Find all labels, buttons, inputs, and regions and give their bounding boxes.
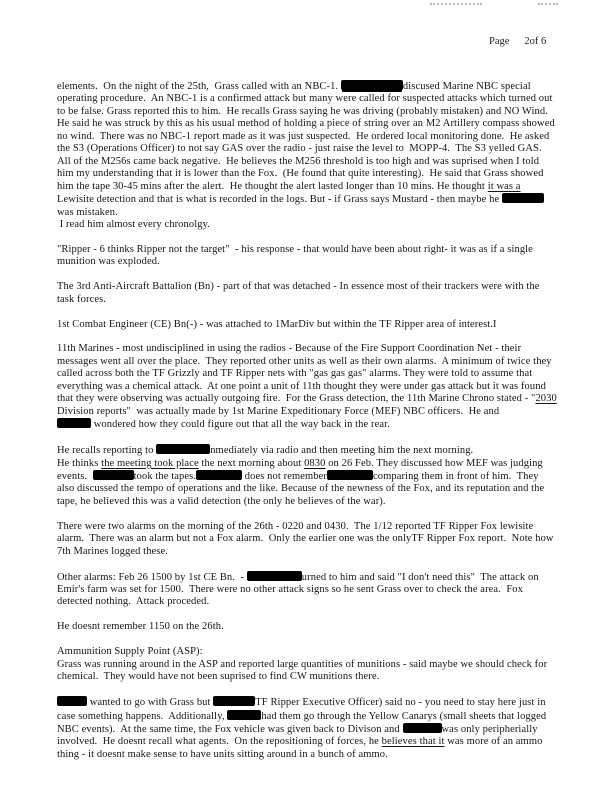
text-run: discused Marine NBC special operating procedure. An NBC-1 is a confirmed attack but many were called for suspected attacks which turned out to be false. Grass reported this to him. He recalls Grass saying he was driving (probably mistaken) and NO Wind. He said he was struck by this as his usual method of holding a piece of string over an M2 Artillery compass showed no wind. There was no NBC-1 report made as it was just suspected. He ordered local monitoring done. He asked the S3 (Operations Officer) to not say GAS over the radio - just raise the level to MOPP-4. The S3 yelled GAS. All of the M256s came back negative. He believes the M256 threshold is too high and was suprised when I told him my understanding that it is lower than the Fox. (He found that quite interesting). He said that Grass showed him the tape 30-45 mins after the alert. He thought the alert lasted longer than 10 mins. He thought	[57, 81, 558, 192]
text-run: "Ripper - 6 thinks Ripper not the target" - his response - that would have been about right- it was as if a single munition was exploded.	[57, 243, 536, 268]
underlined-text: believes that it	[381, 736, 445, 748]
text-run: He doesnt remember 1150 on the 26th.	[57, 621, 224, 633]
text-run: nmediately via radio and then meeting him the next morning.	[210, 445, 474, 457]
text-run: Ammunition Supply Point (ASP):	[57, 646, 203, 658]
text-run: TF Ripper Executive Officer) said no - you need to stay here just in case something happens. Additionally,	[57, 697, 549, 722]
underlined-text: the meeting took place	[101, 457, 199, 469]
text-run: He thinks	[57, 457, 102, 469]
text-run: comparing them in front of him. They also discussed the tempo of operations and the like. Because of the newness of the Fox, and its reputation and the tape, he believed this was a valid detection (the only he believes of the war).	[57, 470, 548, 507]
scan-artifact	[430, 3, 482, 5]
redaction-box	[156, 444, 210, 454]
paragraph	[57, 621, 558, 633]
underlined-text: 0830	[304, 457, 326, 469]
document-body	[57, 80, 558, 774]
redaction-box	[57, 418, 91, 428]
text-run: the next morning about	[198, 457, 305, 469]
paragraph	[57, 343, 558, 431]
paragraph	[57, 521, 558, 558]
text-run: He recalls reporting to	[57, 445, 157, 457]
text-run: Other alarms: Feb 26 1500 by 1st CE Bn. -	[57, 571, 247, 583]
text-run: 1st Combat Engineer (CE) Bn(-) - was attached to 1MarDiv but within the TF Ripper area of interest.I	[57, 318, 497, 330]
paragraph	[57, 319, 558, 331]
text-run: The 3rd Anti-Aircraft Battalion (Bn) - part of that was detached - In essence most of their trackers were with the task forces.	[57, 281, 543, 305]
underlined-text: 2030	[535, 393, 557, 405]
text-run: Division reports" was actually made by 1st Marine Expeditionary Force (MEF) NBC officers. He and	[57, 393, 560, 417]
redaction-box	[341, 80, 403, 90]
redaction-box	[57, 696, 87, 706]
paragraph	[57, 444, 558, 508]
redaction-box	[403, 723, 442, 733]
text-run: I read him almost every chronolgy.	[57, 218, 210, 230]
text-run: Grass was running around in the ASP and reported large quantities of munitions - said maybe we should check for chemical. They would have not been suprised to find CW munitions there.	[57, 658, 550, 683]
text-run: Lewisite detection and that is what is recorded in the logs. But - if Grass says Mustard - then maybe he	[57, 180, 524, 206]
text-run: was mistaken.	[57, 194, 547, 218]
text-run: was more of an ammo thing - it doesnt make sense to have units sitting around in a bunch of ammo.	[57, 736, 546, 760]
text-run: on 26 Feb. They discussed how MEF was judging events.	[57, 457, 546, 482]
text-run: elements. On the night of the 25th, Grass called with an NBC-1.	[57, 81, 341, 92]
page-value: 2of 6	[524, 36, 547, 47]
scan-artifact	[538, 3, 558, 5]
text-run: took the tapes.	[133, 470, 197, 482]
redaction-box	[502, 193, 544, 203]
text-run: does not remember	[242, 470, 327, 482]
page-number	[489, 36, 546, 47]
text-run: 11th Marines - most undisciplined in using the radios - Because of the Fire Support Coordination Net - their messages went all over the place. They reported other units as well as their own alarms. A minimum of twice they called across both the TF Grizzly and TF Ripper nets with "gas gas gas" alarms. They were told to assume that everything was a chemical attack. At one point a unit of 11th thought they were under gas attack but it was found that they were observing was actually outgoing fire. For the Grass detection, the 11th Marine Chrono stated - "	[57, 343, 555, 405]
redaction-box	[213, 696, 255, 706]
paragraph	[57, 571, 558, 609]
redaction-box	[327, 470, 373, 480]
redaction-box	[196, 470, 242, 480]
paragraph	[57, 281, 558, 306]
underlined-text: it was a	[487, 180, 521, 192]
redaction-box	[247, 571, 302, 581]
redaction-box	[227, 710, 261, 720]
page-label: Page	[489, 36, 510, 47]
text-run: There were two alarms on the morning of the 26th - 0220 and 0430. The 1/12 reported TF Ripper Fox lewisite alarm. There was an alarm but not a Fox alarm. Only the earlier one was the onlyTF Ripper Fox report. Note how 7th Marines logged these.	[57, 520, 557, 557]
paragraph	[57, 646, 558, 683]
paragraph	[57, 244, 558, 269]
text-run: was only peripherially involved. He doesnt recall what agents. On the repositioning of forces, he	[57, 723, 541, 748]
text-run: wondered how they could figure out that all the way back in the rear.	[91, 419, 390, 431]
text-run: had them go through the Yellow Canarys (small sheets that logged NBC events). At the same time, the Fox vehicle was given back to Divison and	[57, 710, 549, 735]
paragraph	[57, 696, 558, 761]
text-run: wanted to go with Grass but	[87, 697, 214, 709]
paragraph	[57, 80, 558, 231]
text-run: urned to him and said "I don't need this" The attack on Emir's farm was set for 1500. There were no other attack signs so he sent Grass over to check the area. Fox detected nothing. Attack proceded.	[57, 571, 542, 608]
redaction-box	[93, 470, 134, 480]
